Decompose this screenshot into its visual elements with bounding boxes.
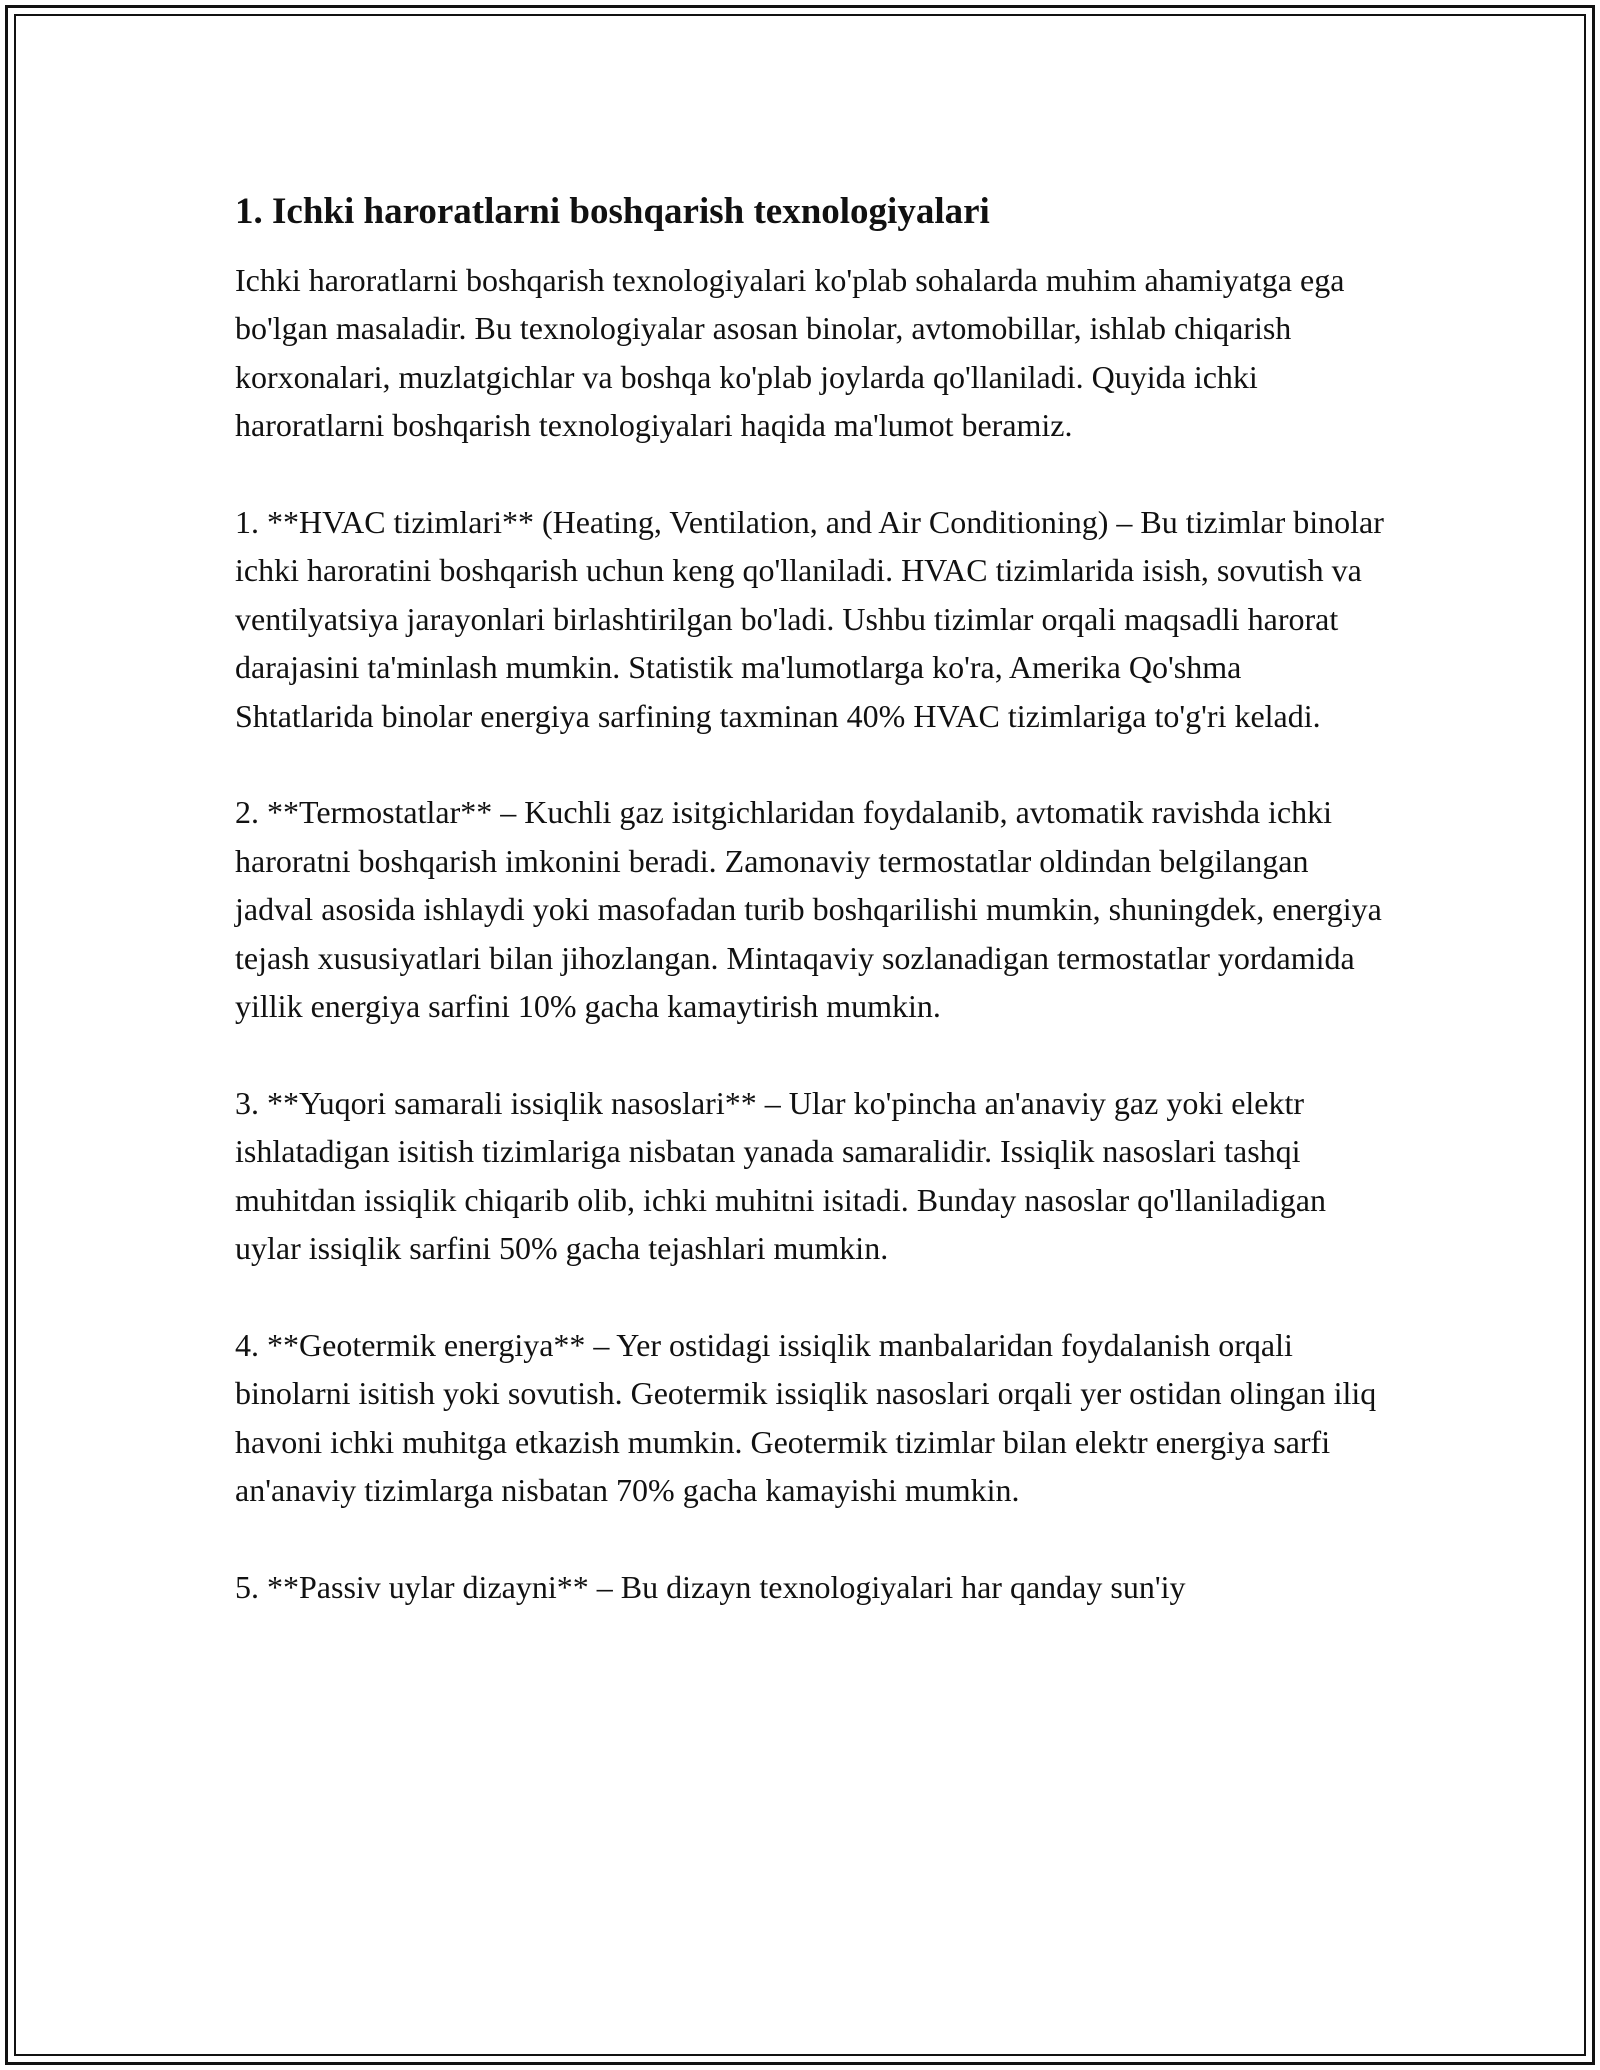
list-item-heat-pumps: 3. **Yuqori samarali issiqlik nasoslari** – Ular ko'pincha an'anaviy gaz yoki elektr ishlatadigan isitish tizimlariga nisbatan yanada samaralidir. Issiqlik nasoslari tashqi muhitdan issiqlik chiqarib olib, ichki muhitni isitadi. Bunday nasoslar qo'llaniladigan uylar issiqlik sarfini 50% gacha tejashlari mumkin. xyxy=(235,1084,1326,1267)
document-body xyxy=(235,188,1385,1611)
list-item-thermostats: 2. **Termostatlar** – Kuchli gaz isitgichlaridan foydalanib, avtomatik ravishda ichki haroratni boshqarish imkonini beradi. Zamonaviy termostatlar oldindan belgilangan jadval asosida ishlaydi yoki masofadan turib boshqarilishi mumkin, shuningdek, energiya tejash xususiyatlari bilan jihozlangan. Mintaqaviy sozlanadigan termostatlar yordamida yillik energiya sarfini 10% gacha kamaytirish mumkin. xyxy=(235,794,1382,1025)
list-item-passive-house: 5. **Passiv uylar dizayni** – Bu dizayn texnologiyalari har qanday sun'iy xyxy=(235,1568,1186,1605)
list-item-hvac: 1. **HVAC tizimlari** (Heating, Ventilation, and Air Conditioning) – Bu tizimlar binolar ichki haroratini boshqarish uchun keng qo'llaniladi. HVAC tizimlarida isish, sovutish va ventilyatsiya jarayonlari birlashtirilgan bo'ladi. Ushbu tizimlar orqali maqsadli harorat darajasini ta'minlash mumkin. Statistik ma'lumotlarga ko'ra, Amerika Qo'shma Shtatlarida binolar energiya sarfining taxminan 40% HVAC tizimlariga to'g'ri keladi. xyxy=(235,504,1384,734)
intro-paragraph: Ichki haroratlarni boshqarish texnologiyalari ko'plab sohalarda muhim ahamiyatga ega bo'lgan masaladir. Bu texnologiyalar asosan binolar, avtomobillar, ishlab chiqarish korxonalari, muzlatgichlar va boshqa ko'plab joylarda qo'llaniladi. Quyida ichki haroratlarni boshqarish texnologiyalari haqida ma'lumot beramiz. xyxy=(235,262,1345,444)
list-item-geothermal: 4. **Geotermik energiya** – Yer ostidagi issiqlik manbalaridan foydalanish orqali binolarni isitish yoki sovutish. Geotermik issiqlik nasoslari orqali yer ostidan olingan iliq havoni ichki muhitga etkazish mumkin. Geotermik tizimlar bilan elektr energiya sarfi an'anaviy tizimlarga nisbatan 70% gacha kamayishi mumkin. xyxy=(235,1326,1377,1509)
document-title: 1. Ichki haroratlarni boshqarish texnologiyalari xyxy=(235,191,990,232)
